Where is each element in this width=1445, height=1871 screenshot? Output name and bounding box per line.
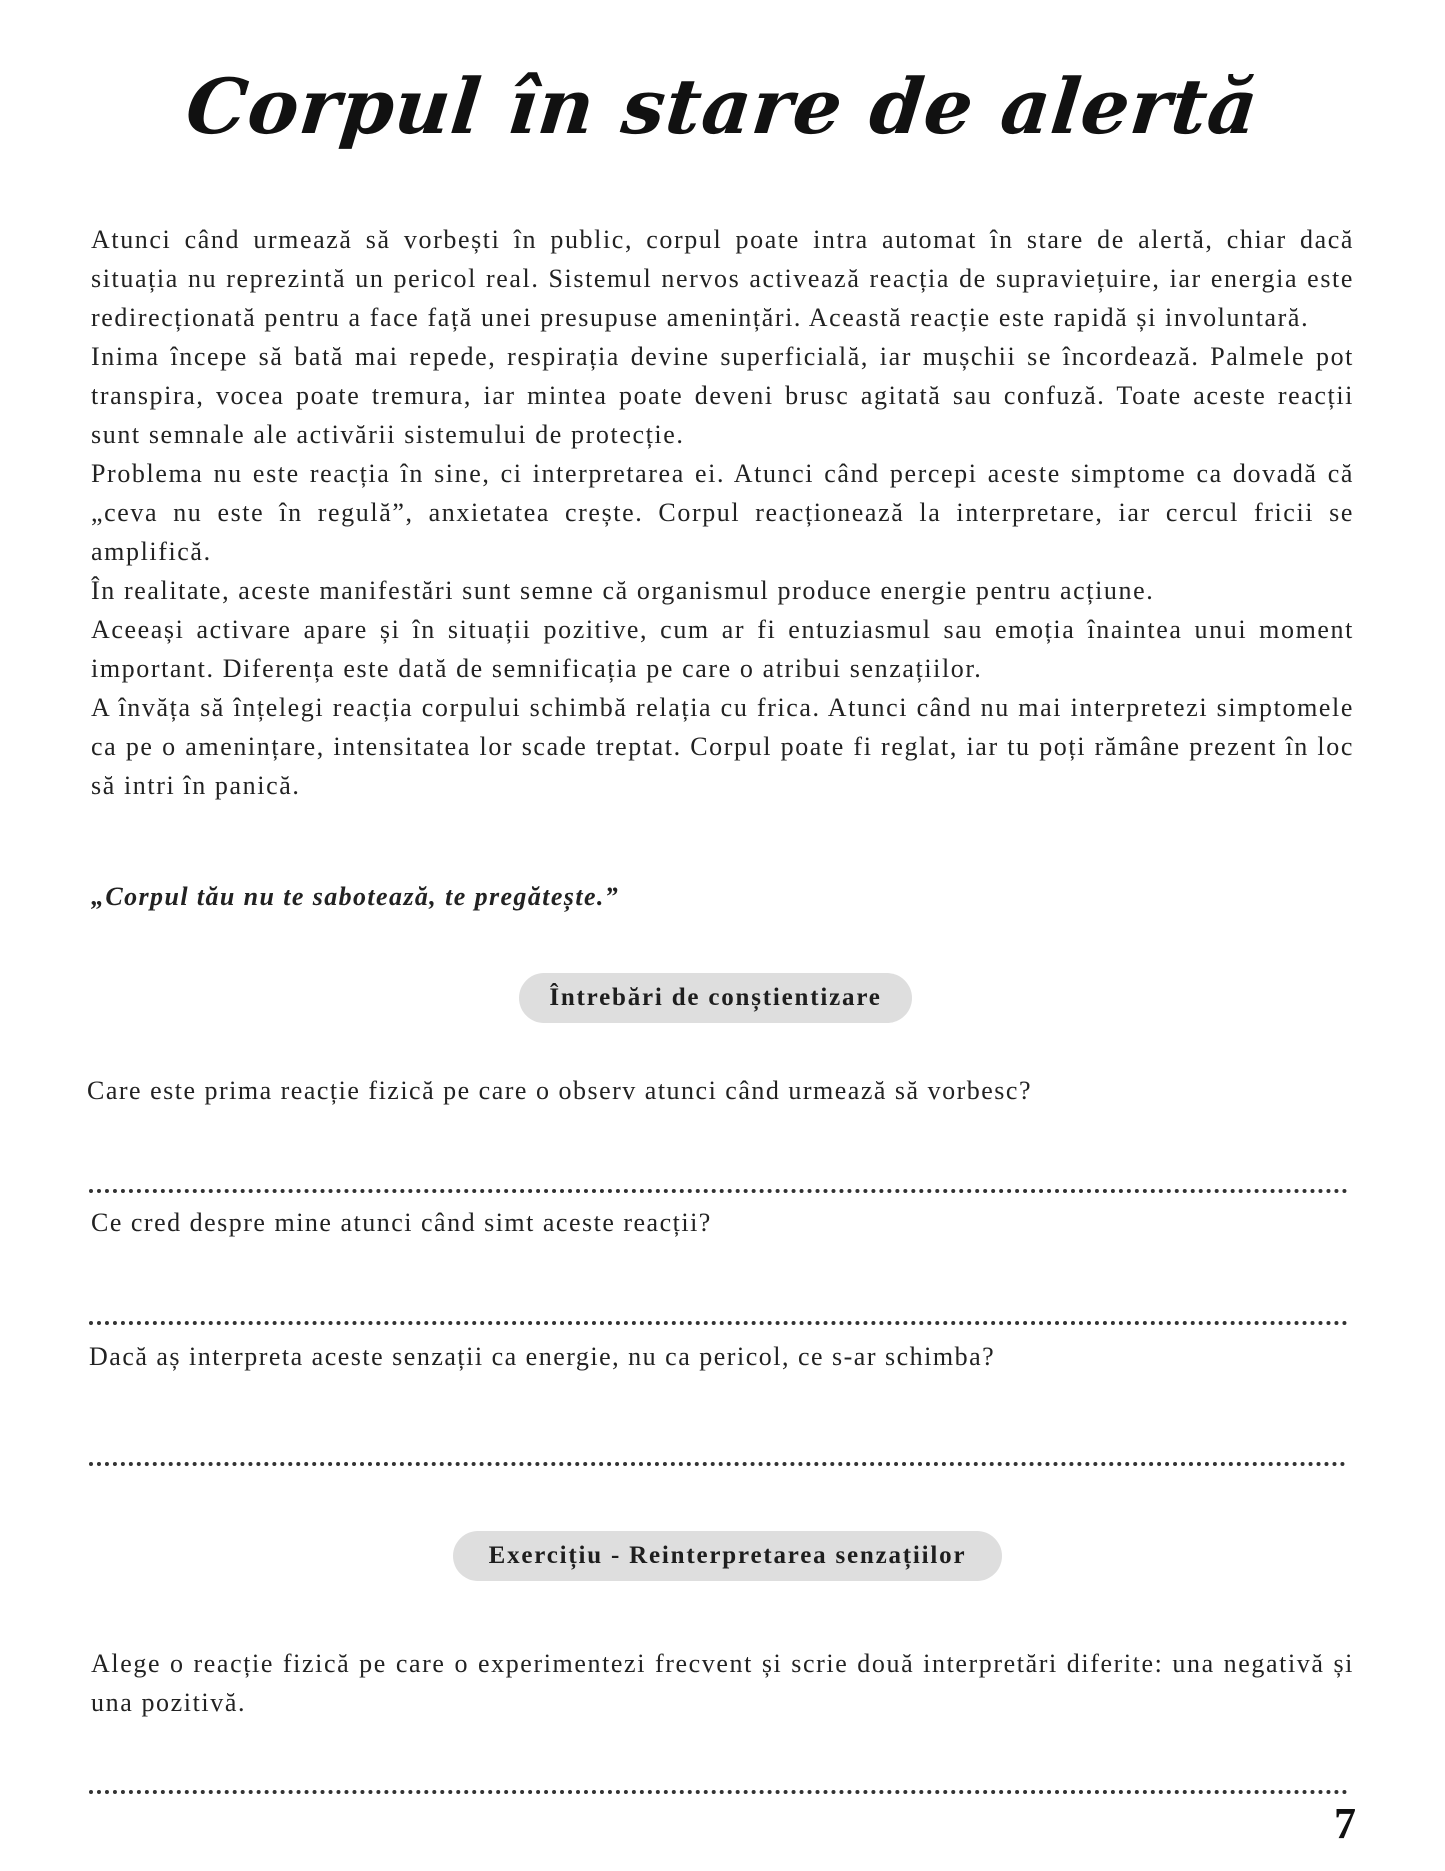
exercise-answer-line[interactable] bbox=[89, 1790, 1348, 1794]
page-number: 7 bbox=[1334, 1799, 1356, 1848]
paragraph: Aceeași activare apare și în situații pozitive, cum ar fi entuziasmul sau emoția înaintea unui moment important. Diferența este dată de semnificația pe care o atribui senzațiilor. bbox=[91, 615, 1354, 683]
awareness-section-heading: Întrebări de conștientizare bbox=[519, 973, 912, 1023]
paragraph: Problema nu este reacția în sine, ci interpretarea ei. Atunci când percepi aceste simptome ca dovadă că „ceva nu este în regulă”, anxietatea crește. Corpul reacționează la interpretare, iar cercul fricii se amplifică. bbox=[91, 459, 1354, 566]
answer-line-2[interactable] bbox=[89, 1321, 1348, 1325]
answer-line-1[interactable] bbox=[89, 1189, 1348, 1193]
awareness-question-2: Ce cred despre mine atunci când simt aceste reacții? bbox=[91, 1208, 712, 1237]
exercise-instruction: Alege o reacție fizică pe care o experimentezi frecvent și scrie două interpretări diferite: una negativă și una pozitivă. bbox=[91, 1649, 1354, 1717]
paragraph: În realitate, aceste manifestări sunt semne că organismul produce energie pentru acțiune. bbox=[91, 576, 1155, 605]
paragraph: Inima începe să bată mai repede, respirația devine superficială, iar mușchii se încordează. Palmele pot transpira, vocea poate tremura, iar mintea poate deveni brusc agitată sau confuză. Toate aceste reacții sunt semnale ale activării sistemului de protecție. bbox=[91, 342, 1354, 449]
paragraph: Atunci când urmează să vorbești în public, corpul poate intra automat în stare de alertă, chiar dacă situația nu reprezintă un pericol real. Sistemul nervos activează reacția de supraviețuire, iar energia este redirecționată pentru a face față unei presupuse amenințări. Această reacție este rapidă și involuntară. bbox=[91, 225, 1354, 332]
highlight-quote: „Corpul tău nu te sabotează, te pregătește.” bbox=[91, 882, 620, 911]
awareness-question-1: Care este prima reacție fizică pe care o observ atunci când urmează să vorbesc? bbox=[87, 1076, 1032, 1105]
body-text bbox=[91, 220, 1354, 805]
paragraph: A învăța să înțelegi reacția corpului schimbă relația cu frica. Atunci când nu mai interpretezi simptomele ca pe o amenințare, intensitatea lor scade treptat. Corpul poate fi reglat, iar tu poți rămâne prezent în loc să intri în panică. bbox=[91, 693, 1354, 800]
page-title: Corpul în stare de alertă bbox=[182, 62, 1263, 151]
answer-line-3[interactable] bbox=[89, 1462, 1346, 1466]
awareness-question-3: Dacă aș interpreta aceste senzații ca energie, nu ca pericol, ce s-ar schimba? bbox=[89, 1342, 996, 1371]
exercise-section-heading: Exercițiu - Reinterpretarea senzațiilor bbox=[453, 1531, 1002, 1581]
